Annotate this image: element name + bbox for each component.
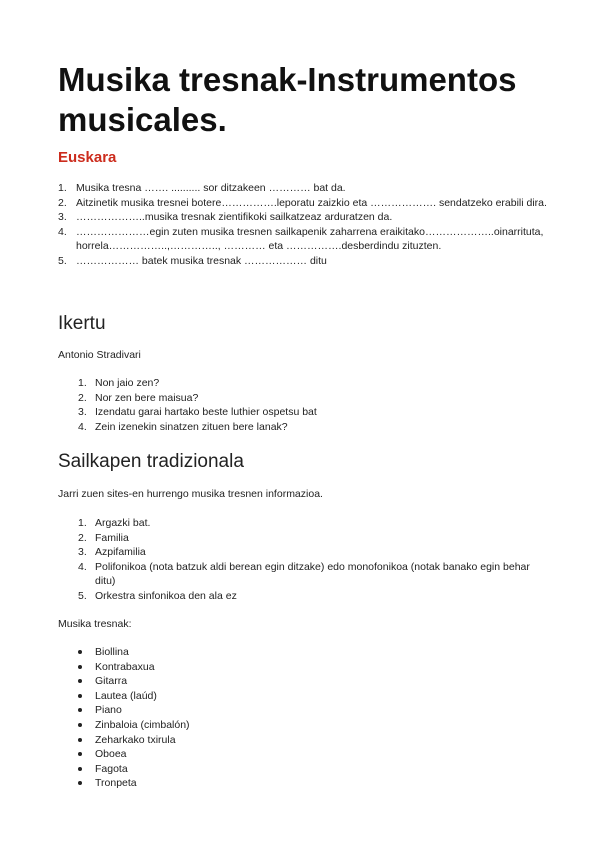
list-text: Aitzinetik musika tresnei botere…………….leporatu zaizkio eta ………………. sendatzeko erabili dira. <box>76 196 547 209</box>
bullet-icon <box>78 650 82 654</box>
list-item <box>58 225 548 254</box>
list-text: Kontrabaxua <box>95 660 155 673</box>
list-number: 3. <box>78 406 87 418</box>
list-text: Gitarra <box>95 675 128 688</box>
list-text: Lautea (laúd) <box>95 689 157 702</box>
list-text: Oboea <box>95 748 127 761</box>
list-item <box>78 516 538 531</box>
list-text: Non jaio zen? <box>95 377 160 389</box>
sailkapen-list <box>78 516 538 603</box>
section-heading-sailkapen: Sailkapen tradizionala <box>58 451 244 472</box>
list-number: 4. <box>58 225 67 238</box>
list-text: Piano <box>95 704 122 717</box>
list-item <box>78 703 378 718</box>
list-text: Familia <box>95 531 129 544</box>
list-item <box>78 674 378 689</box>
bullet-icon <box>78 708 82 712</box>
list-text: Zein izenekin sinatzen zituen bere lanak? <box>95 420 288 433</box>
list-number: 4. <box>78 560 87 573</box>
list-text: ……………… batek musika tresnak ……………… ditu <box>76 254 327 267</box>
bullet-icon <box>78 679 82 683</box>
list-item <box>58 254 548 269</box>
list-number: 3. <box>78 546 87 558</box>
instrument-list <box>78 645 378 791</box>
list-text: Fagota <box>95 762 128 775</box>
bullet-icon <box>78 752 82 756</box>
list-text: Izendatu garai hartako beste luthier ospetsu bat <box>95 406 317 418</box>
tresnak-label: Musika tresnak: <box>58 618 132 630</box>
list-item <box>78 660 378 675</box>
section-heading-euskara: Euskara <box>58 149 117 166</box>
list-text: Musika tresna ……. .......... sor ditzakeen ………… bat da. <box>76 182 346 194</box>
list-text: Zeharkako txirula <box>95 733 176 746</box>
list-number: 2. <box>78 391 87 404</box>
list-text: Zinbaloia (cimbalón) <box>95 718 190 731</box>
bullet-icon <box>78 767 82 771</box>
bullet-icon <box>78 738 82 742</box>
list-number: 1. <box>78 517 87 529</box>
bullet-icon <box>78 665 82 669</box>
list-item <box>78 589 538 604</box>
list-item <box>58 210 548 225</box>
bullet-icon <box>78 723 82 727</box>
list-item <box>78 718 378 733</box>
list-text: Argazki bat. <box>95 517 151 529</box>
list-item <box>78 747 378 762</box>
list-text: Tronpeta <box>95 777 137 790</box>
list-number: 3. <box>58 211 67 223</box>
list-text: Polifonikoa (nota batzuk aldi berean egin ditzake) edo monofonikoa (notak banako egin behar ditu) <box>95 560 530 587</box>
ikertu-list <box>78 376 538 434</box>
list-item <box>78 376 538 391</box>
sailkapen-intro: Jarri zuen sites-en hurrengo musika tresnen informazioa. <box>58 488 323 500</box>
list-item <box>78 545 538 560</box>
list-item <box>58 196 548 211</box>
list-item <box>78 689 378 704</box>
list-item <box>78 733 378 748</box>
page-title: Musika tresnak-Instrumentos musicales. <box>58 61 517 138</box>
list-number: 1. <box>58 182 67 194</box>
bullet-icon <box>78 694 82 698</box>
list-text: ………………..musika tresnak zientifikoki sailkatzeaz arduratzen da. <box>76 211 393 223</box>
list-text: Nor zen bere maisua? <box>95 391 199 404</box>
section-heading-ikertu: Ikertu <box>58 313 106 334</box>
list-text: …………………egin zuten musika tresnen sailkapenik zaharrena eraikitako………………..oinarrituta, horrela……………..,………….., ………… eta …………….desberdindu zituzten. <box>76 225 544 252</box>
list-number: 5. <box>78 589 87 602</box>
list-number: 4. <box>78 420 87 433</box>
list-item <box>78 420 538 435</box>
list-number: 2. <box>58 196 67 209</box>
bullet-icon <box>78 781 82 785</box>
list-item <box>78 560 538 589</box>
list-text: Biollina <box>95 646 129 658</box>
ikertu-intro: Antonio Stradivari <box>58 349 141 361</box>
list-text: Orkestra sinfonikoa den ala ez <box>95 589 237 602</box>
list-item <box>78 405 538 420</box>
list-text: Azpifamilia <box>95 546 146 558</box>
list-item <box>78 391 538 406</box>
list-item <box>78 776 378 791</box>
list-item <box>78 762 378 777</box>
list-number: 1. <box>78 377 87 389</box>
fill-in-list <box>58 181 548 268</box>
list-item <box>58 181 548 196</box>
list-item <box>78 531 538 546</box>
list-item <box>78 645 378 660</box>
list-number: 2. <box>78 531 87 544</box>
list-number: 5. <box>58 254 67 267</box>
